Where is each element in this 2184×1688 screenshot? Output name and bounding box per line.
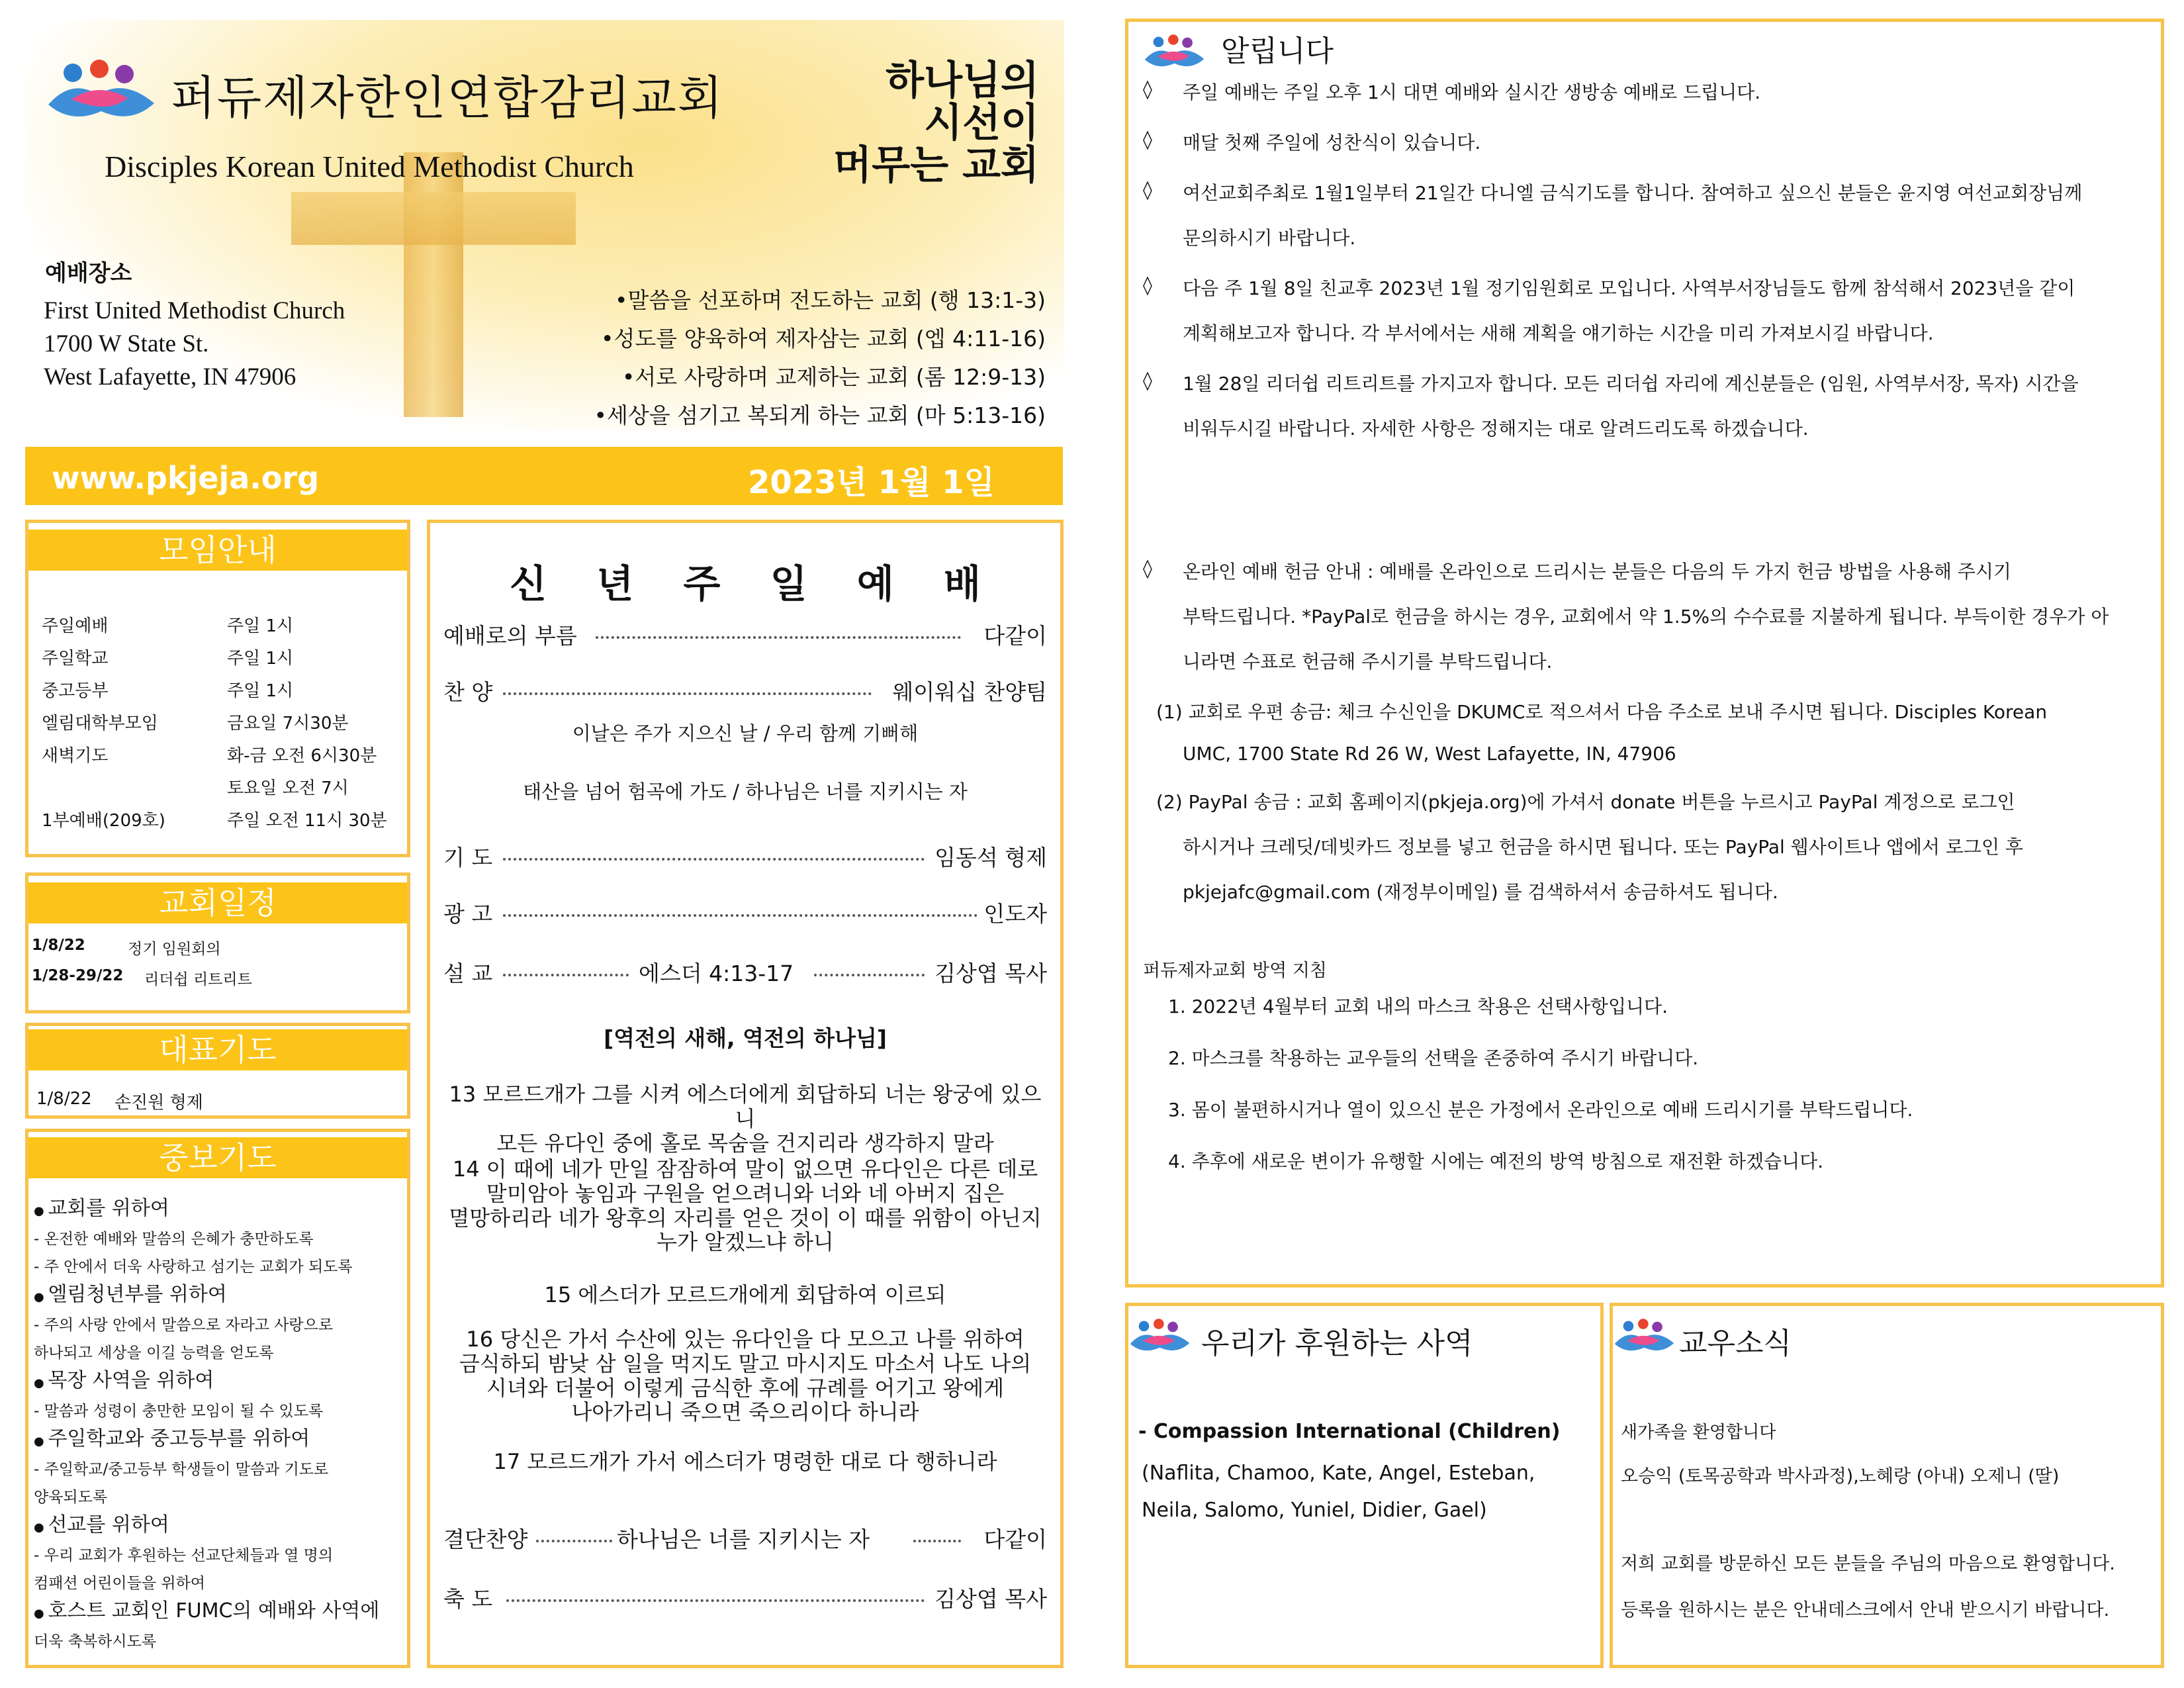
- intercession-detail: - 주일학교/중고등부 학생들이 말씀과 기도로: [34, 1461, 329, 1478]
- sermon-scripture: 에스더 4:13-17: [639, 961, 794, 986]
- schedule-title: 교회일정: [28, 882, 407, 923]
- meetings-title: 모임안내: [28, 530, 407, 571]
- verse-line: 나아가리니 죽으면 죽으리이다 하니라: [571, 1399, 919, 1425]
- mission-support-box: [1125, 1303, 1604, 1668]
- worship-title: [510, 553, 981, 608]
- verse-line: 누가 알겠느냐 하니: [657, 1229, 834, 1255]
- leader-dots: [503, 914, 978, 917]
- meeting-name: 1부예배(209호): [42, 811, 165, 831]
- church-name-english: Disciples Korean United Methodist Church: [105, 150, 634, 183]
- verse-line: 13 모르드개가 그를 시켜 에스더에게 회답하되 너는 왕궁에 있으니: [449, 1082, 1042, 1131]
- order-item: 찬 양: [443, 679, 493, 705]
- notice-text: 매달 첫째 주일에 성찬식이 있습니다.: [1183, 132, 1481, 154]
- intercession-text: 호스트 교회인 FUMC의 예배와 사역에: [48, 1599, 380, 1622]
- covid-guidelines-title: 퍼듀제자교회 방역 지침: [1143, 961, 1327, 981]
- worship-order-box: [427, 520, 1064, 1668]
- order-leader: 웨이워십 찬양팀: [892, 679, 1047, 705]
- intercession-detail: - 우리 교회가 후원하는 선교단체들과 열 명의: [34, 1547, 334, 1564]
- new-family: 오승익 (토목공학과 박사과정),노혜랑 (아내) 오제니 (딸): [1621, 1466, 2060, 1487]
- leader-dots: [503, 692, 872, 695]
- bullet-icon: ●: [34, 1607, 48, 1620]
- intercession-topic: [34, 1425, 402, 1456]
- sermon-title: [역전의 새해, 역전의 하나님]: [604, 1025, 887, 1051]
- order-item: 기 도: [443, 845, 493, 870]
- venue-line: West Lafayette, IN 47906: [44, 363, 296, 391]
- order-leader: 임동석 형제: [934, 845, 1047, 870]
- verse-line: 시녀와 더불어 이렇게 금식한 후에 규례를 어기고 왕에게: [486, 1375, 1005, 1401]
- order-leader: 다같이: [983, 1526, 1047, 1552]
- notice-marker: ◊: [1143, 274, 1152, 296]
- verse-line: 16 당신은 가서 수산에 있는 유다인을 다 모으고 나를 위하여: [466, 1327, 1024, 1352]
- meeting-name: 새벽기도: [42, 746, 109, 766]
- verse-line: 모든 유다인 중에 홀로 목숨을 건지리라 생각하지 말라: [496, 1130, 994, 1156]
- meeting-name: 주일예배: [42, 616, 109, 636]
- slogan-line: 하나님의: [886, 58, 1039, 104]
- notice-marker: ◊: [1143, 78, 1152, 100]
- intercession-topic: [34, 1281, 402, 1311]
- notice-text: 여선교회주최로 1월1일부터 21일간 다니엘 금식기도를 합니다. 참여하고 싶으신 분들은 윤지영 여선교회장님께: [1183, 182, 2083, 204]
- member-news-title: 교우소식: [1679, 1327, 1792, 1360]
- notice-text: (1) 교회로 우편 송금: 체크 수신인을 DKUMC로 적으셔서 다음 주소로 보내 주시면 됩니다. Disciples Korean: [1156, 701, 2048, 723]
- meeting-time: 주일 1시: [227, 649, 294, 669]
- closing-hymn: 하나님은 너를 지키시는 자: [617, 1526, 870, 1552]
- worship-title-char: 예: [856, 561, 894, 606]
- intercession-detail: 양육되도록: [34, 1489, 108, 1506]
- order-leader: 김상엽 목사: [934, 1586, 1047, 1612]
- bulletin-date: 2023년 1월 1일: [748, 464, 995, 501]
- order-leader: 김상엽 목사: [934, 961, 1047, 986]
- schedule-event: 리더쉽 리트리트: [144, 971, 252, 988]
- notice-text: 1월 28일 리더쉽 리트리트를 가지고자 합니다. 모든 리더쉽 자리에 계신분들은 (임원, 사역부서장, 목자) 시간을: [1183, 373, 2079, 395]
- notice-marker: ◊: [1143, 369, 1152, 391]
- mission-item: •말씀을 선포하며 전도하는 교회 (행 13:1-3): [615, 287, 1046, 313]
- notice-text: 비워두시길 바랍니다. 자세한 사항은 정해지는 대로 알려드리도록 하겠습니다.: [1183, 418, 1809, 440]
- leader-dots: [913, 1540, 961, 1542]
- bullet-icon: ●: [34, 1521, 48, 1534]
- notice-text: (2) PayPal 송금 : 교회 홈페이지(pkjeja.org)에 가셔서 donate 버튼을 누르시고 PayPal 계정으로 로그인: [1156, 791, 2015, 813]
- venue-line: 1700 W State St.: [44, 330, 209, 357]
- children-line: (Naflita, Chamoo, Kate, Angel, Esteban,: [1142, 1462, 1535, 1485]
- venue-address: [44, 295, 345, 394]
- meeting-time: 주일 오전 11시 30분: [227, 811, 387, 831]
- covid-guideline: 2. 마스크를 착용하는 교우들의 선택을 존중하여 주시기 바랍니다.: [1168, 1047, 1699, 1069]
- verse-line: 14 이 때에 네가 만일 잠잠하여 말이 없으면 유다인은 다른 데로: [452, 1156, 1038, 1182]
- intercession-topic: [34, 1195, 402, 1225]
- venue-line: First United Methodist Church: [44, 297, 345, 324]
- verse-line: 말미암아 놓임과 구원을 얻으려니와 너와 네 아버지 집은: [486, 1180, 1005, 1206]
- order-leader: 다같이: [983, 623, 1047, 649]
- church-logo-icon: [45, 58, 158, 124]
- church-logo-icon: [1128, 1318, 1191, 1355]
- church-logo-icon: [1143, 34, 1206, 71]
- intercession-text: 교회를 위하여: [48, 1197, 169, 1220]
- intercession-detail: 컴패션 어린이들을 위하여: [34, 1575, 206, 1592]
- notice-text: 주일 예배는 주일 오후 1시 대면 예배와 실시간 생방송 예배로 드립니다.: [1183, 81, 1761, 103]
- mission-list: [543, 281, 1046, 435]
- leader-dots: [536, 1540, 612, 1542]
- schedule-date: 1/8/22: [32, 937, 85, 954]
- worship-title-char: 일: [770, 561, 807, 606]
- slogan: [814, 60, 1039, 187]
- intercession-detail: - 말씀과 성령이 충만한 모임이 될 수 있도록: [34, 1403, 324, 1420]
- meeting-name: 엘림대학부모임: [42, 714, 158, 733]
- notice-marker: ◊: [1143, 557, 1152, 579]
- intercession-text: 선교를 위하여: [48, 1513, 169, 1536]
- covid-guideline: 3. 몸이 불편하시거나 열이 있으신 분은 가정에서 온라인으로 예배 드리시기를 부탁드립니다.: [1168, 1099, 1913, 1121]
- verse-line: 15 에스더가 모르드개에게 회답하여 이르되: [544, 1282, 946, 1307]
- scripture-verse: [443, 1327, 1047, 1425]
- leader-dots: [503, 974, 629, 976]
- intercession-text: 주일학교와 중고등부를 위하여: [48, 1427, 310, 1450]
- rep-prayer-date: 1/8/22: [36, 1089, 92, 1109]
- mission-support-heading: - Compassion International (Children): [1138, 1420, 1561, 1443]
- notice-text: 계획해보고자 합니다. 각 부서에서는 새해 계획을 얘기하는 시간을 미리 가져보시길 바랍니다.: [1183, 322, 1934, 344]
- intercession-detail: 더욱 축복하시도록: [34, 1633, 157, 1650]
- intercession-detail: - 온전한 예배와 말씀의 은혜가 충만하도록: [34, 1231, 314, 1248]
- order-item: 결단찬양: [443, 1526, 528, 1552]
- notice-text: 문의하시기 바랍니다.: [1183, 227, 1356, 249]
- leader-dots: [503, 858, 925, 861]
- notice-marker: ◊: [1143, 128, 1152, 150]
- covid-guideline: 1. 2022년 4월부터 교회 내의 마스크 착용은 선택사항입니다.: [1168, 996, 1668, 1017]
- intercession-detail: - 주 안에서 더욱 사랑하고 섬기는 교회가 되도록: [34, 1258, 353, 1276]
- website-link[interactable]: www.pkjeja.org: [52, 460, 320, 496]
- intercession-title: 중보기도: [28, 1137, 407, 1178]
- worship-title-char: 주: [683, 561, 721, 606]
- covid-guideline: 4. 추후에 새로운 변이가 유행할 시에는 예전의 방역 방침으로 재전환 하겠습니다.: [1168, 1150, 1824, 1172]
- bullet-icon: ●: [34, 1376, 48, 1390]
- meetings-box: [25, 520, 410, 857]
- mission-item: •성도를 양육하여 제자삼는 교회 (엡 4:11-16): [601, 326, 1046, 352]
- meeting-time: 주일 1시: [227, 681, 294, 701]
- meeting-name: 주일학교: [42, 649, 109, 669]
- visitor-line: 등록을 원하시는 분은 안내데스크에서 안내 받으시기 바랍니다.: [1621, 1600, 2110, 1620]
- slogan-line: 머무는 교회: [833, 142, 1039, 189]
- meeting-time: 토요일 오전 7시: [227, 778, 349, 798]
- notice-text: 온라인 예배 헌금 안내 : 예배를 온라인으로 드리시는 분들은 다음의 두 가지 헌금 방법을 사용해 주시기: [1183, 561, 2011, 583]
- intercession-text: 엘림청년부를 위하여: [48, 1283, 227, 1306]
- meeting-name: 중고등부: [42, 681, 109, 701]
- bullet-icon: ●: [34, 1290, 48, 1304]
- meeting-time: 주일 1시: [227, 616, 294, 636]
- schedule-event: 정기 임원회의: [128, 941, 221, 958]
- meeting-time: 금요일 7시30분: [227, 714, 349, 733]
- mission-support-children: [1142, 1455, 1535, 1529]
- notice-text: 다음 주 1월 8일 친교후 2023년 1월 정기임원회로 모입니다. 사역부서장님들도 함께 참석해서 2023년을 같이: [1183, 277, 2075, 299]
- verse-line: 금식하되 밤낮 삼 일을 먹지도 말고 마시지도 마소서 나도 나의: [459, 1350, 1032, 1376]
- mission-item: •서로 사랑하며 교제하는 교회 (롬 12:9-13): [621, 364, 1046, 390]
- order-item: 광 고: [443, 901, 493, 927]
- leader-dots: [596, 636, 961, 639]
- slogan-line: 시선이: [924, 100, 1039, 146]
- notice-text: 니라면 수표로 헌금해 주시기를 부탁드립니다.: [1183, 651, 1553, 673]
- cross-decoration-bar: [291, 192, 576, 245]
- rep-prayer-box: [25, 1023, 410, 1119]
- mission-item: •세상을 섬기고 복되게 하는 교회 (마 5:13-16): [594, 402, 1046, 428]
- notice-text: pkjejafc@gmail.com (재정부이메일) 를 검색하셔서 송금하셔도 됩니다.: [1183, 881, 1778, 903]
- verse-line: 17 모르드개가 가서 에스더가 명령한 대로 다 행하니라: [493, 1449, 997, 1474]
- intercession-list: [34, 1195, 402, 1656]
- intercession-topic: [34, 1511, 402, 1542]
- scripture-verse: [443, 1283, 1047, 1307]
- welcome-heading: 새가족을 환영합니다: [1621, 1423, 1776, 1442]
- rep-prayer-name: 손진원 형제: [114, 1093, 203, 1113]
- praise-song: 이날은 주가 지으신 날 / 우리 함께 기뻐해: [572, 722, 919, 745]
- worship-title-char: 신: [510, 561, 547, 606]
- verse-line: 멸망하리라 네가 왕후의 자리를 얻은 것이 이 때를 위함이 아닌지: [449, 1205, 1042, 1231]
- notice-text: 부탁드립니다. *PayPal로 헌금을 하시는 경우, 교회에서 약 1.5%의 수수료를 지불하게 됩니다. 부득이한 경우가 아: [1183, 606, 2109, 628]
- member-news-box: [1610, 1303, 2164, 1668]
- schedule-box: [25, 872, 410, 1013]
- scripture-verse: [443, 1450, 1047, 1474]
- intercession-detail: 하나되고 세상을 이길 능력을 얻도록: [34, 1344, 274, 1362]
- worship-title-char: 배: [943, 561, 981, 606]
- notice-marker: ◊: [1143, 179, 1152, 201]
- leader-dots: [814, 974, 925, 976]
- notice-text: 하시거나 크레딧/데빗카드 정보를 넣고 헌금을 하시면 됩니다. 또는 PayPal 웹사이트나 앱에서 로그인 후: [1183, 836, 2023, 858]
- meeting-time: 화-금 오전 6시30분: [227, 746, 377, 766]
- church-logo-icon: [1613, 1318, 1676, 1355]
- order-item: 축 도: [443, 1586, 493, 1612]
- order-item: 예배로의 부름: [443, 623, 577, 649]
- intercession-topic: [34, 1597, 402, 1628]
- order-item: 설 교: [443, 961, 493, 986]
- notices-title: 알립니다: [1221, 34, 1334, 68]
- visitor-welcome: [1621, 1541, 2115, 1634]
- scripture-verse: [443, 1157, 1047, 1254]
- schedule-date: 1/28-29/22: [32, 967, 124, 984]
- notices-box: [1125, 19, 2164, 1288]
- visitor-line: 저희 교회를 방문하신 모든 분들을 주님의 마음으로 환영합니다.: [1621, 1554, 2115, 1574]
- praise-song: 태산을 넘어 험곡에 가도 / 하나님은 너를 지키시는 자: [523, 780, 968, 803]
- bullet-icon: ●: [34, 1204, 48, 1218]
- intercession-topic: [34, 1367, 402, 1397]
- mission-support-title: 우리가 후원하는 사역: [1201, 1327, 1473, 1360]
- venue-label: 예배장소: [45, 260, 132, 287]
- order-leader: 인도자: [983, 901, 1047, 927]
- children-line: Neila, Salomo, Yuniel, Didier, Gael): [1142, 1499, 1487, 1522]
- scripture-verse: [443, 1082, 1047, 1155]
- rep-prayer-title: 대표기도: [28, 1029, 407, 1070]
- church-name-korean: 퍼듀제자한인연합감리교회: [171, 71, 724, 125]
- intercession-box: [25, 1129, 410, 1668]
- notice-text: UMC, 1700 State Rd 26 W, West Lafayette, IN, 47906: [1183, 743, 1676, 765]
- worship-title-char: 년: [596, 561, 634, 606]
- bullet-icon: ●: [34, 1434, 48, 1448]
- intercession-text: 목장 사역을 위하여: [48, 1369, 214, 1392]
- leader-dots: [506, 1599, 925, 1602]
- intercession-detail: - 주의 사랑 안에서 말씀으로 자라고 사랑으로: [34, 1317, 334, 1334]
